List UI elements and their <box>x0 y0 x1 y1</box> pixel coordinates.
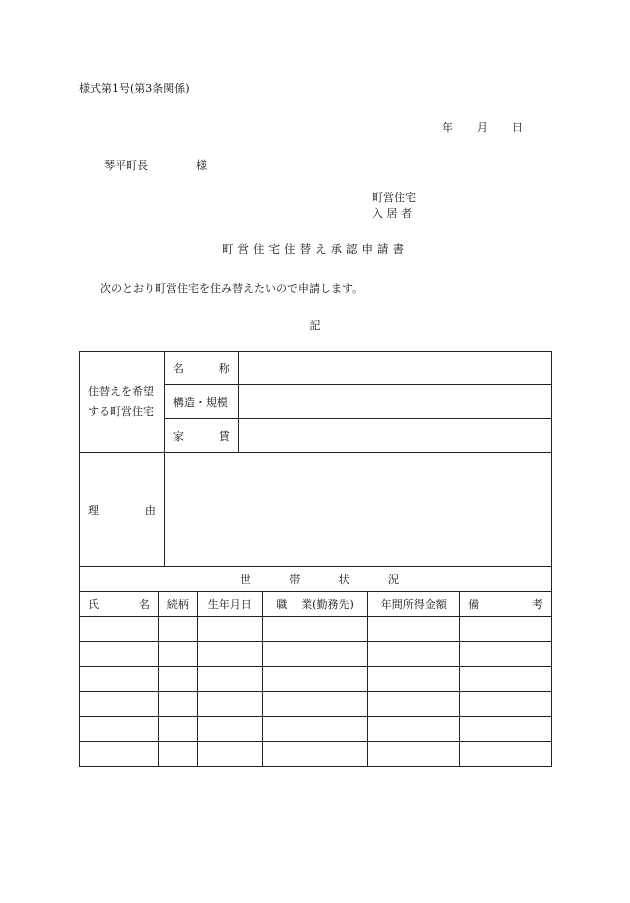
reason-field[interactable] <box>164 453 551 567</box>
document-title: 町営住宅住替え承認申請書 <box>222 242 408 256</box>
household-cell[interactable] <box>197 717 262 742</box>
addressee-name: 琴平町長 <box>104 159 148 172</box>
household-cell[interactable] <box>368 617 460 642</box>
ki-marker: 記 <box>309 319 321 332</box>
household-section-title <box>80 567 552 592</box>
household-cell[interactable] <box>158 692 197 717</box>
section-title-char-2: 帯 <box>289 573 301 586</box>
household-cell[interactable] <box>368 692 460 717</box>
row-rent-label <box>164 419 238 453</box>
household-cell[interactable] <box>262 692 368 717</box>
household-cell[interactable] <box>80 717 159 742</box>
col-name-char-b: 名 <box>138 598 150 611</box>
household-cell[interactable] <box>158 717 197 742</box>
household-cell[interactable] <box>460 742 552 767</box>
table-row <box>80 717 552 742</box>
household-cell[interactable] <box>262 667 368 692</box>
household-cell[interactable] <box>80 742 159 767</box>
table-row <box>80 667 552 692</box>
date-year-label: 年 <box>442 121 453 134</box>
col-notes-char-b: 考 <box>532 598 543 611</box>
col-income-header: 年間所得金額 <box>368 592 460 617</box>
household-cell[interactable] <box>158 642 197 667</box>
housing-group-label-line1: 住替えを希望 <box>88 385 154 398</box>
household-cell[interactable] <box>262 642 368 667</box>
col-notes-char-a: 備 <box>468 598 480 611</box>
col-job-char-b: 業(勤務先) <box>301 598 354 611</box>
household-cell[interactable] <box>460 667 552 692</box>
table-row <box>80 617 552 642</box>
household-cell[interactable] <box>197 692 262 717</box>
applicant-line1: 町営住宅 <box>372 191 416 204</box>
date-day-label: 日 <box>512 121 523 134</box>
section-title-char-3: 状 <box>338 573 350 586</box>
household-cell[interactable] <box>197 617 262 642</box>
housing-table <box>79 351 552 567</box>
household-cell[interactable] <box>460 642 552 667</box>
section-title-char-1: 世 <box>240 573 251 586</box>
body-text: 次のとおり町営住宅を住み替えたいので申請します。 <box>100 282 364 295</box>
row-rent-char-b: 賃 <box>218 429 230 443</box>
household-header-row <box>80 592 552 617</box>
row-name-char-b: 称 <box>218 362 230 375</box>
section-title-char-4: 況 <box>387 573 399 586</box>
col-notes-header <box>460 592 552 617</box>
table-row <box>80 742 552 767</box>
form-number: 様式第1号(第3条関係) <box>79 82 190 95</box>
reason-char-a: 理 <box>88 503 99 517</box>
household-cell[interactable] <box>368 667 460 692</box>
household-cell[interactable] <box>368 742 460 767</box>
household-cell[interactable] <box>368 717 460 742</box>
reason-char-b: 由 <box>144 503 156 517</box>
table-row <box>80 692 552 717</box>
row-name-char-a: 名 <box>172 362 184 375</box>
household-cell[interactable] <box>158 667 197 692</box>
household-cell[interactable] <box>158 617 197 642</box>
col-relation-header: 続柄 <box>158 592 197 617</box>
household-cell[interactable] <box>262 617 368 642</box>
addressee-honorific: 様 <box>196 159 207 172</box>
date-month-label: 月 <box>477 121 488 134</box>
household-cell[interactable] <box>262 717 368 742</box>
household-table <box>79 566 552 767</box>
housing-rent-field[interactable] <box>238 419 551 453</box>
row-name-label <box>164 352 238 385</box>
household-cell[interactable] <box>460 617 552 642</box>
col-name-char-a: 氏 <box>88 598 99 611</box>
household-cell[interactable] <box>80 667 159 692</box>
household-cell[interactable] <box>158 742 197 767</box>
housing-structure-field[interactable] <box>238 385 551 419</box>
row-structure-label: 構造・規模 <box>164 385 238 419</box>
household-rows <box>80 617 552 767</box>
household-cell[interactable] <box>460 717 552 742</box>
household-cell[interactable] <box>368 642 460 667</box>
reason-label <box>80 453 165 567</box>
household-cell[interactable] <box>197 642 262 667</box>
household-cell[interactable] <box>197 667 262 692</box>
household-cell[interactable] <box>80 692 159 717</box>
household-cell[interactable] <box>80 642 159 667</box>
col-birth-header: 生年月日 <box>197 592 262 617</box>
table-row <box>80 642 552 667</box>
col-job-header <box>262 592 368 617</box>
household-cell[interactable] <box>197 742 262 767</box>
applicant-block <box>372 190 416 222</box>
housing-group-label <box>80 352 165 453</box>
col-job-char-a: 職 <box>276 598 288 611</box>
household-cell[interactable] <box>460 692 552 717</box>
household-cell[interactable] <box>262 742 368 767</box>
col-name-header <box>80 592 159 617</box>
row-rent-char-a: 家 <box>172 429 184 443</box>
household-cell[interactable] <box>80 617 159 642</box>
applicant-line2: 入 居 者 <box>372 207 412 220</box>
housing-name-field[interactable] <box>238 352 551 385</box>
housing-group-label-line2: する町営住宅 <box>88 405 154 418</box>
